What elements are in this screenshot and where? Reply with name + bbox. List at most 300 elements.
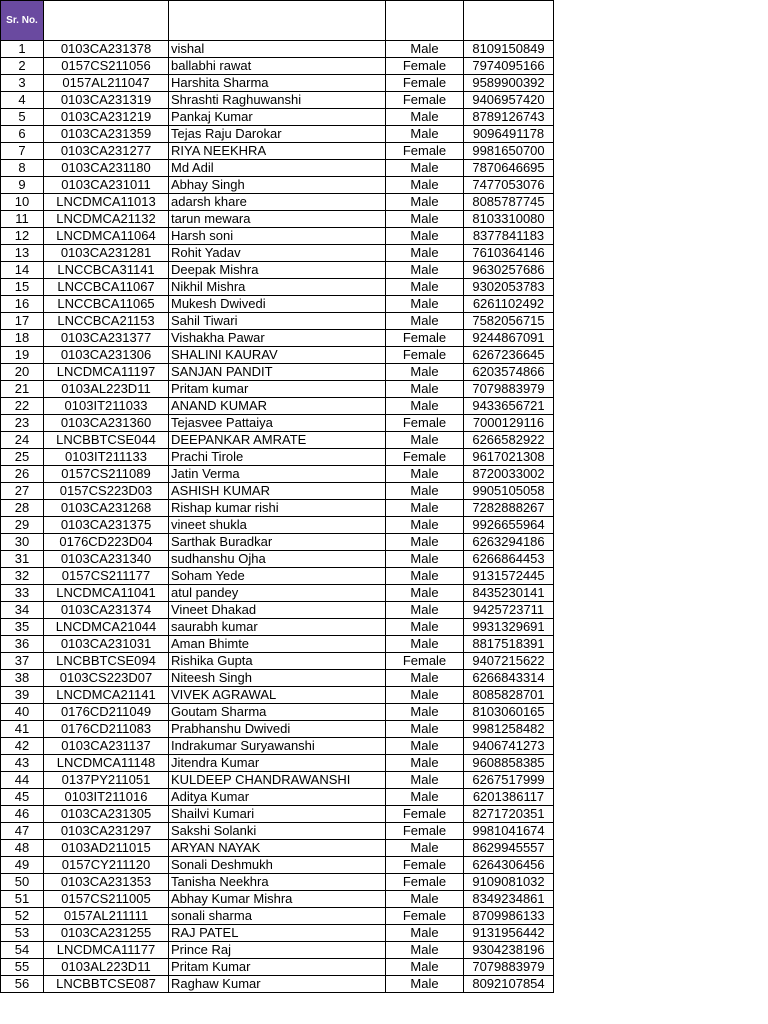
enrollment-cell: 0103AL223D11 [44,381,169,398]
enrollment-cell: LNCDMCA21044 [44,619,169,636]
enrollment-cell: 0103CA231340 [44,551,169,568]
sr-no-cell: 24 [1,432,44,449]
phone-cell: 8720033002 [464,466,554,483]
phone-cell: 6267236645 [464,347,554,364]
name-cell: Tanisha Neekhra [169,874,386,891]
table-row [1,75,554,92]
sr-no-cell: 3 [1,75,44,92]
sr-no-cell: 44 [1,772,44,789]
sr-no-cell: 13 [1,245,44,262]
table-row [1,415,554,432]
phone-cell: 9608858385 [464,755,554,772]
gender-cell: Male [386,891,464,908]
sr-no-cell: 46 [1,806,44,823]
gender-cell: Female [386,347,464,364]
gender-cell: Male [386,313,464,330]
enrollment-cell: LNCBBTCSE094 [44,653,169,670]
enrollment-cell: LNCDMCA11148 [44,755,169,772]
name-cell: Rishika Gupta [169,653,386,670]
phone-cell: 6267517999 [464,772,554,789]
phone-cell: 7610364146 [464,245,554,262]
gender-cell: Female [386,653,464,670]
table-row [1,687,554,704]
sr-no-cell: 41 [1,721,44,738]
phone-cell: 7477053076 [464,177,554,194]
table-row [1,126,554,143]
sr-no-cell: 27 [1,483,44,500]
table-row [1,330,554,347]
name-cell: Pritam kumar [169,381,386,398]
phone-cell: 9931329691 [464,619,554,636]
sr-no-cell: 28 [1,500,44,517]
enrollment-cell: 0103CA231375 [44,517,169,534]
table-row [1,160,554,177]
gender-cell: Female [386,92,464,109]
sr-no-cell: 52 [1,908,44,925]
gender-cell: Female [386,806,464,823]
name-cell: Harsh soni [169,228,386,245]
phone-cell: 6266843314 [464,670,554,687]
table-row [1,755,554,772]
name-cell: Prince Raj [169,942,386,959]
phone-cell: 9131572445 [464,568,554,585]
gender-cell: Female [386,58,464,75]
table-row [1,585,554,602]
name-cell: Jatin Verma [169,466,386,483]
enrollment-cell: 0103CA231031 [44,636,169,653]
name-cell: Prachi Tirole [169,449,386,466]
phone-cell: 8817518391 [464,636,554,653]
enrollment-cell: 0103CA231281 [44,245,169,262]
table-row [1,347,554,364]
enrollment-cell: LNCBBTCSE087 [44,976,169,993]
name-cell: Niteesh Singh [169,670,386,687]
header-phone [464,1,554,41]
enrollment-cell: 0176CD223D04 [44,534,169,551]
sr-no-cell: 49 [1,857,44,874]
gender-cell: Male [386,551,464,568]
gender-cell: Male [386,364,464,381]
table-row [1,262,554,279]
name-cell: RAJ PATEL [169,925,386,942]
table-row [1,296,554,313]
sr-no-cell: 20 [1,364,44,381]
phone-cell: 9302053783 [464,279,554,296]
enrollment-cell: 0176CD211083 [44,721,169,738]
enrollment-cell: 0103CA231219 [44,109,169,126]
phone-cell: 8103310080 [464,211,554,228]
enrollment-cell: 0103CS223D07 [44,670,169,687]
sr-no-cell: 29 [1,517,44,534]
sr-no-cell: 23 [1,415,44,432]
gender-cell: Male [386,789,464,806]
name-cell: Sarthak Buradkar [169,534,386,551]
name-cell: saurabh kumar [169,619,386,636]
table-row [1,619,554,636]
sr-no-cell: 38 [1,670,44,687]
phone-cell: 9407215622 [464,653,554,670]
phone-cell: 8435230141 [464,585,554,602]
name-cell: Nikhil Mishra [169,279,386,296]
gender-cell: Female [386,415,464,432]
gender-cell: Male [386,687,464,704]
sr-no-cell: 19 [1,347,44,364]
name-cell: Sonali Deshmukh [169,857,386,874]
phone-cell: 8789126743 [464,109,554,126]
enrollment-cell: 0176CD211049 [44,704,169,721]
phone-cell: 9304238196 [464,942,554,959]
sr-no-cell: 7 [1,143,44,160]
name-cell: Goutam Sharma [169,704,386,721]
table-body [1,41,554,993]
table-row [1,840,554,857]
name-cell: Rishap kumar rishi [169,500,386,517]
phone-cell: 7870646695 [464,160,554,177]
enrollment-cell: 0103IT211133 [44,449,169,466]
name-cell: Jitendra Kumar [169,755,386,772]
phone-cell: 8085787745 [464,194,554,211]
name-cell: Tejasvee Pattaiya [169,415,386,432]
phone-cell: 8709986133 [464,908,554,925]
enrollment-cell: 0103CA231277 [44,143,169,160]
sr-no-cell: 32 [1,568,44,585]
gender-cell: Male [386,636,464,653]
sr-no-cell: 37 [1,653,44,670]
name-cell: DEEPANKAR AMRATE [169,432,386,449]
name-cell: Vishakha Pawar [169,330,386,347]
gender-cell: Male [386,228,464,245]
phone-cell: 9630257686 [464,262,554,279]
sr-no-cell: 21 [1,381,44,398]
phone-cell: 9589900392 [464,75,554,92]
name-cell: vineet shukla [169,517,386,534]
phone-cell: 7582056715 [464,313,554,330]
gender-cell: Male [386,432,464,449]
phone-cell: 8271720351 [464,806,554,823]
phone-cell: 8629945557 [464,840,554,857]
phone-cell: 9096491178 [464,126,554,143]
enrollment-cell: 0103CA231360 [44,415,169,432]
sr-no-cell: 40 [1,704,44,721]
gender-cell: Male [386,602,464,619]
gender-cell: Male [386,194,464,211]
enrollment-cell: 0103AD211015 [44,840,169,857]
name-cell: Shrashti Raghuwanshi [169,92,386,109]
phone-cell: 7079883979 [464,381,554,398]
gender-cell: Male [386,296,464,313]
name-cell: Raghaw Kumar [169,976,386,993]
name-cell: Md Adil [169,160,386,177]
gender-cell: Male [386,279,464,296]
name-cell: Deepak Mishra [169,262,386,279]
enrollment-cell: LNCDMCA11197 [44,364,169,381]
enrollment-cell: LNCDMCA11013 [44,194,169,211]
phone-cell: 6261102492 [464,296,554,313]
sr-no-cell: 39 [1,687,44,704]
name-cell: RIYA NEEKHRA [169,143,386,160]
name-cell: Rohit Yadav [169,245,386,262]
table-row [1,823,554,840]
gender-cell: Female [386,75,464,92]
name-cell: Pritam Kumar [169,959,386,976]
enrollment-cell: 0103IT211033 [44,398,169,415]
enrollment-cell: 0157CY211120 [44,857,169,874]
table-row [1,772,554,789]
name-cell: sonali sharma [169,908,386,925]
enrollment-cell: LNCCBCA21153 [44,313,169,330]
sr-no-cell: 26 [1,466,44,483]
table-row [1,228,554,245]
table-row [1,908,554,925]
enrollment-cell: 0103CA231353 [44,874,169,891]
table-row [1,364,554,381]
table-row [1,551,554,568]
sr-no-cell: 6 [1,126,44,143]
phone-cell: 7079883979 [464,959,554,976]
table-row [1,194,554,211]
gender-cell: Male [386,109,464,126]
table-row [1,976,554,993]
name-cell: Harshita Sharma [169,75,386,92]
sr-no-cell: 11 [1,211,44,228]
header-sr-no: Sr. No. [1,1,44,41]
name-cell: Sahil Tiwari [169,313,386,330]
name-cell: ANAND KUMAR [169,398,386,415]
gender-cell: Male [386,262,464,279]
name-cell: ballabhi rawat [169,58,386,75]
gender-cell: Male [386,466,464,483]
table-row [1,449,554,466]
enrollment-cell: 0157CS211177 [44,568,169,585]
enrollment-cell: 0103CA231305 [44,806,169,823]
name-cell: ASHISH KUMAR [169,483,386,500]
gender-cell: Male [386,568,464,585]
name-cell: VIVEK AGRAWAL [169,687,386,704]
name-cell: atul pandey [169,585,386,602]
phone-cell: 8109150849 [464,41,554,58]
sr-no-cell: 42 [1,738,44,755]
enrollment-cell: LNCCBCA11067 [44,279,169,296]
sr-no-cell: 53 [1,925,44,942]
gender-cell: Male [386,959,464,976]
table-row [1,398,554,415]
table-row [1,670,554,687]
sr-no-cell: 15 [1,279,44,296]
enrollment-cell: 0103CA231137 [44,738,169,755]
phone-cell: 8103060165 [464,704,554,721]
enrollment-cell: 0157AL211047 [44,75,169,92]
phone-cell: 6201386117 [464,789,554,806]
name-cell: Sakshi Solanki [169,823,386,840]
enrollment-cell: 0157AL211111 [44,908,169,925]
sr-no-cell: 36 [1,636,44,653]
phone-cell: 8092107854 [464,976,554,993]
name-cell: Prabhanshu Dwivedi [169,721,386,738]
table-row [1,177,554,194]
sr-no-cell: 17 [1,313,44,330]
phone-cell: 7974095166 [464,58,554,75]
enrollment-cell: 0103CA231378 [44,41,169,58]
enrollment-cell: 0103CA231297 [44,823,169,840]
gender-cell: Male [386,704,464,721]
table-row [1,891,554,908]
phone-cell: 9981258482 [464,721,554,738]
enrollment-cell: 0103CA231268 [44,500,169,517]
name-cell: Abhay Singh [169,177,386,194]
table-row [1,92,554,109]
table-row [1,636,554,653]
sr-no-cell: 50 [1,874,44,891]
phone-cell: 9981650700 [464,143,554,160]
enrollment-cell: 0103CA231319 [44,92,169,109]
table-row [1,58,554,75]
sr-no-cell: 54 [1,942,44,959]
gender-cell: Male [386,381,464,398]
table-row [1,602,554,619]
sr-no-cell: 33 [1,585,44,602]
gender-cell: Female [386,874,464,891]
sr-no-cell: 5 [1,109,44,126]
enrollment-cell: 0157CS211089 [44,466,169,483]
name-cell: Aman Bhimte [169,636,386,653]
gender-cell: Male [386,925,464,942]
table-row [1,245,554,262]
gender-cell: Male [386,772,464,789]
enrollment-cell: LNCBBTCSE044 [44,432,169,449]
header-name [169,1,386,41]
phone-cell: 9131956442 [464,925,554,942]
sr-no-cell: 8 [1,160,44,177]
name-cell: KULDEEP CHANDRAWANSHI [169,772,386,789]
name-cell: Abhay Kumar Mishra [169,891,386,908]
table-row [1,874,554,891]
name-cell: sudhanshu Ojha [169,551,386,568]
enrollment-cell: 0103CA231011 [44,177,169,194]
phone-cell: 9433656721 [464,398,554,415]
table-row [1,738,554,755]
enrollment-cell: LNCCBCA31141 [44,262,169,279]
phone-cell: 9617021308 [464,449,554,466]
gender-cell: Female [386,823,464,840]
gender-cell: Male [386,177,464,194]
gender-cell: Female [386,908,464,925]
gender-cell: Female [386,143,464,160]
name-cell: tarun mewara [169,211,386,228]
table-row [1,653,554,670]
enrollment-cell: 0137PY211051 [44,772,169,789]
name-cell: SHALINI KAURAV [169,347,386,364]
sr-no-cell: 1 [1,41,44,58]
sr-no-cell: 4 [1,92,44,109]
table-row [1,381,554,398]
sr-no-cell: 18 [1,330,44,347]
enrollment-cell: LNCCBCA11065 [44,296,169,313]
phone-cell: 9244867091 [464,330,554,347]
table-row [1,534,554,551]
header-row [1,1,554,41]
sr-no-cell: 51 [1,891,44,908]
table-row [1,483,554,500]
gender-cell: Male [386,126,464,143]
gender-cell: Male [386,670,464,687]
enrollment-cell: 0103CA231374 [44,602,169,619]
table-row [1,942,554,959]
enrollment-cell: 0157CS211056 [44,58,169,75]
name-cell: Pankaj Kumar [169,109,386,126]
table-row [1,925,554,942]
table-row [1,211,554,228]
gender-cell: Male [386,840,464,857]
table-row [1,806,554,823]
sr-no-cell: 30 [1,534,44,551]
phone-cell: 7282888267 [464,500,554,517]
phone-cell: 9109081032 [464,874,554,891]
gender-cell: Male [386,721,464,738]
gender-cell: Male [386,755,464,772]
gender-cell: Male [386,500,464,517]
header-enrollment [44,1,169,41]
table-row [1,704,554,721]
gender-cell: Male [386,398,464,415]
enrollment-cell: 0157CS223D03 [44,483,169,500]
table-row [1,313,554,330]
gender-cell: Male [386,534,464,551]
phone-cell: 9406741273 [464,738,554,755]
phone-cell: 6266864453 [464,551,554,568]
table-row [1,857,554,874]
gender-cell: Male [386,942,464,959]
name-cell: vishal [169,41,386,58]
sr-no-cell: 9 [1,177,44,194]
enrollment-cell: 0103CA231180 [44,160,169,177]
gender-cell: Male [386,41,464,58]
phone-cell: 8377841183 [464,228,554,245]
enrollment-cell: 0103CA231377 [44,330,169,347]
enrollment-cell: LNCDMCA11064 [44,228,169,245]
phone-cell: 9905105058 [464,483,554,500]
sr-no-cell: 25 [1,449,44,466]
sr-no-cell: 34 [1,602,44,619]
phone-cell: 6266582922 [464,432,554,449]
table-row [1,568,554,585]
enrollment-cell: 0103CA231359 [44,126,169,143]
sr-no-cell: 48 [1,840,44,857]
sr-no-cell: 14 [1,262,44,279]
table-row [1,41,554,58]
gender-cell: Male [386,483,464,500]
name-cell: SANJAN PANDIT [169,364,386,381]
header-gender [386,1,464,41]
gender-cell: Female [386,449,464,466]
table-row [1,279,554,296]
phone-cell: 9981041674 [464,823,554,840]
name-cell: Aditya Kumar [169,789,386,806]
name-cell: Vineet Dhakad [169,602,386,619]
phone-cell: 9425723711 [464,602,554,619]
table-row [1,143,554,160]
table-row [1,432,554,449]
sr-no-cell: 47 [1,823,44,840]
phone-cell: 8349234861 [464,891,554,908]
sr-no-cell: 2 [1,58,44,75]
table-row [1,959,554,976]
phone-cell: 6263294186 [464,534,554,551]
phone-cell: 6203574866 [464,364,554,381]
table-row [1,517,554,534]
table-row [1,721,554,738]
gender-cell: Male [386,585,464,602]
name-cell: Soham Yede [169,568,386,585]
